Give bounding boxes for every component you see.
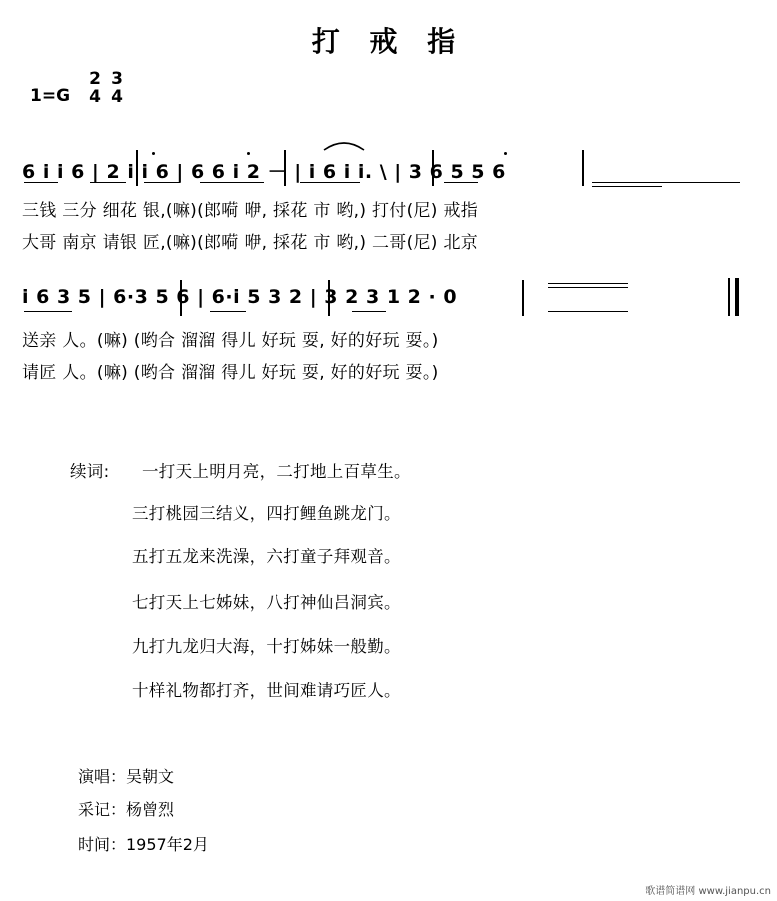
- score-line-2-lyrics-verse-1: 送亲 人。(嘛) (哟合 溜溜 得儿 好玩 耍, 好的好玩 耍。): [22, 331, 439, 351]
- barline: [136, 150, 138, 186]
- beam: [24, 182, 58, 183]
- barline: [180, 280, 182, 316]
- beam: [548, 287, 628, 288]
- verse-line: 五打五龙来洗澡，六打童子拜观音。: [132, 547, 401, 566]
- final-barline-thick: [735, 278, 739, 316]
- barline: [522, 280, 524, 316]
- meter-numerator: 3: [111, 69, 123, 89]
- score-line-1-notes: 6 i i 6 | 2 i i 6 | 6 6 i 2 － | i 6 i i. \ | 3 6 5 5 6: [22, 161, 506, 183]
- octave-dot: [504, 152, 507, 155]
- beam: [210, 311, 246, 312]
- meter-numerator: 2: [89, 69, 101, 89]
- barline: [582, 150, 584, 186]
- score-line-2-notes: i 6 3 5 | 6·3 5 6 | 6·i 5 3 2 | 3 2 3 1 2 · 0: [22, 286, 458, 308]
- beam: [24, 311, 72, 312]
- meter-three-four: [110, 70, 124, 106]
- barline: [328, 280, 330, 316]
- beam: [592, 182, 740, 183]
- key-signature: 1=G: [30, 86, 71, 106]
- beam: [444, 182, 478, 183]
- score-line-1-lyrics-verse-1: 三钱 三分 细花 银,(嘛)(郎嗬 咿, 採花 市 哟,) 打付(尼) 戒指: [22, 201, 479, 221]
- verse-line: 七打天上七姊妹，八打神仙吕洞宾。: [132, 593, 401, 612]
- recorder-credit: 采记：杨曾烈: [78, 800, 175, 819]
- verse-line: 十样礼物都打齐，世间难请巧匠人。: [132, 681, 401, 700]
- site-watermark: 歌谱简谱网 www.jianpu.cn: [645, 886, 771, 897]
- barline: [284, 150, 286, 186]
- verses-label: 续词:: [70, 462, 110, 481]
- final-barline-thin: [728, 278, 730, 316]
- beam: [592, 186, 662, 187]
- beam: [352, 311, 386, 312]
- meter-two-four: [88, 70, 102, 106]
- verse-line: 一打天上明月亮，二打地上百草生。: [142, 462, 411, 481]
- verse-line: 三打桃园三结义，四打鲤鱼跳龙门。: [132, 504, 401, 523]
- beam: [548, 283, 628, 284]
- beam: [200, 182, 264, 183]
- beam: [90, 182, 126, 183]
- meter-denominator: 4: [89, 87, 101, 107]
- song-title: 打 戒 指: [311, 25, 466, 58]
- octave-dot: [152, 152, 155, 155]
- singer-credit: 演唱：吴朝文: [78, 767, 175, 786]
- score-line-1-lyrics-verse-2: 大哥 南京 请银 匠,(嘛)(郎嗬 咿, 採花 市 哟,) 二哥(尼) 北京: [22, 233, 479, 253]
- barline: [432, 150, 434, 186]
- beam: [548, 311, 628, 312]
- slur-mark: [322, 138, 366, 152]
- beam: [144, 182, 180, 183]
- date-credit: 时间：1957年2月: [78, 835, 209, 854]
- octave-dot: [247, 152, 250, 155]
- score-line-2-lyrics-verse-2: 请匠 人。(嘛) (哟合 溜溜 得儿 好玩 耍, 好的好玩 耍。): [22, 363, 439, 383]
- beam: [300, 182, 360, 183]
- verse-line: 九打九龙归大海，十打姊妹一般勤。: [132, 637, 401, 656]
- meter-denominator: 4: [111, 87, 123, 107]
